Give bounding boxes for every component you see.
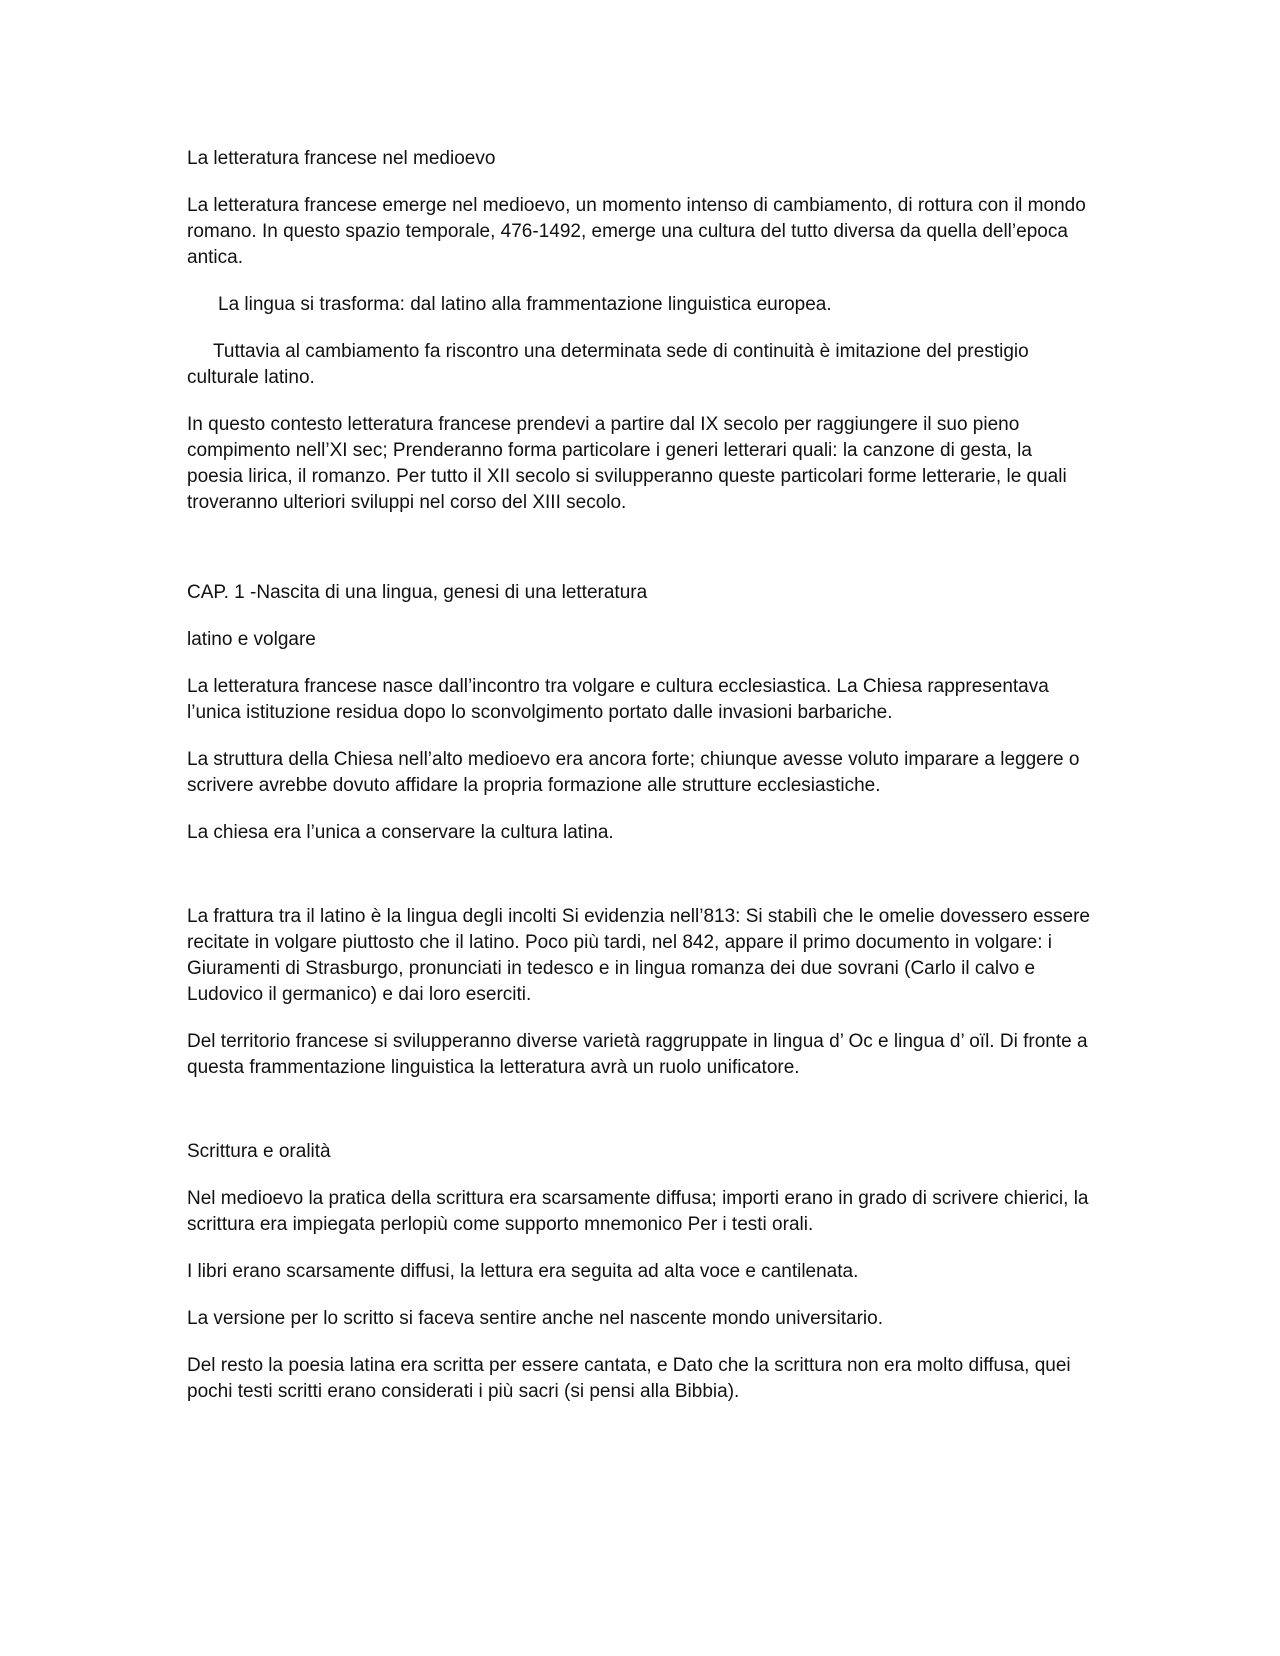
section1b-paragraph-1: La frattura tra il latino è la lingua degli incolti Si evidenzia nell’813: Si stabilì che le omelie dovessero essere recitate in volgare piuttosto che il latino. Poco più tardi, nel 842, appare il primo documento in volgare: i Giuramenti di Strasburgo, pronunciati in tedesco e in lingua romanza dei due sovrani (Carlo il calvo e Ludovico il germanico) e dai loro eserciti. <box>187 906 1091 1005</box>
intro-paragraph-1: La letteratura francese emerge nel medioevo, un momento intenso di cambiamento, di rottura con il mondo romano. In questo spazio temporale, 476-1492, emerge una cultura del tutto diversa da quella dell’epoca antica. <box>187 195 1086 268</box>
section2-paragraph-3: La versione per lo scritto si faceva sentire anche nel nascente mondo universitario. <box>187 1308 883 1329</box>
section1-paragraph-3: La chiesa era l’unica a conservare la cultura latina. <box>187 822 614 843</box>
intro-paragraph-2: La lingua si trasforma: dal latino alla frammentazione linguistica europea. <box>218 294 832 315</box>
intro-paragraph-3: Tuttavia al cambiamento fa riscontro una determinata sede di continuità è imitazione del prestigio culturale latino. <box>187 341 1029 388</box>
section2-paragraph-1: Nel medioevo la pratica della scrittura era scarsamente diffusa; importi erano in grado di scrivere chierici, la scrittura era impiegata perlopiù come supporto mnemonico Per i testi orali. <box>187 1188 1089 1235</box>
section-heading-scrittura-oralita: Scrittura e oralità <box>187 1141 331 1162</box>
intro-paragraph-4: In questo contesto letteratura francese prendevi a partire dal IX secolo per raggiungere il suo pieno compimento nell’XI sec; Prenderanno forma particolare i generi letterari quali: la canzone di gesta, la poesia lirica, il romanzo. Per tutto il XII secolo si svilupperanno queste particolari forme letterarie, le quali troveranno ulteriori sviluppi nel corso del XIII secolo. <box>187 414 1067 513</box>
section2-paragraph-4: Del resto la poesia latina era scritta per essere cantata, e Dato che la scrittura non era molto diffusa, quei pochi testi scritti erano considerati i più sacri (si pensi alla Bibbia). <box>187 1355 1071 1402</box>
section1-paragraph-1: La letteratura francese nasce dall’incontro tra volgare e cultura ecclesiastica. La Chiesa rappresentava l’unica istituzione residua dopo lo sconvolgimento portato dalle invasioni barbariche. <box>187 676 1049 723</box>
section-heading-latino-volgare: latino e volgare <box>187 629 316 650</box>
section1b-paragraph-2: Del territorio francese si svilupperanno diverse varietà raggruppate in lingua d’ Oc e lingua d’ oïl. Di fronte a questa frammentazione linguistica la letteratura avrà un ruolo unificatore. <box>187 1031 1088 1078</box>
document-page <box>187 146 1092 1426</box>
chapter-heading: CAP. 1 -Nascita di una lingua, genesi di una letteratura <box>187 582 648 603</box>
section1-paragraph-2: La struttura della Chiesa nell’alto medioevo era ancora forte; chiunque avesse voluto imparare a leggere o scrivere avrebbe dovuto affidare la propria formazione alle strutture ecclesiastiche. <box>187 749 1080 796</box>
document-title: La letteratura francese nel medioevo <box>187 148 496 169</box>
section2-paragraph-2: I libri erano scarsamente diffusi, la lettura era seguita ad alta voce e cantilenata. <box>187 1261 859 1282</box>
